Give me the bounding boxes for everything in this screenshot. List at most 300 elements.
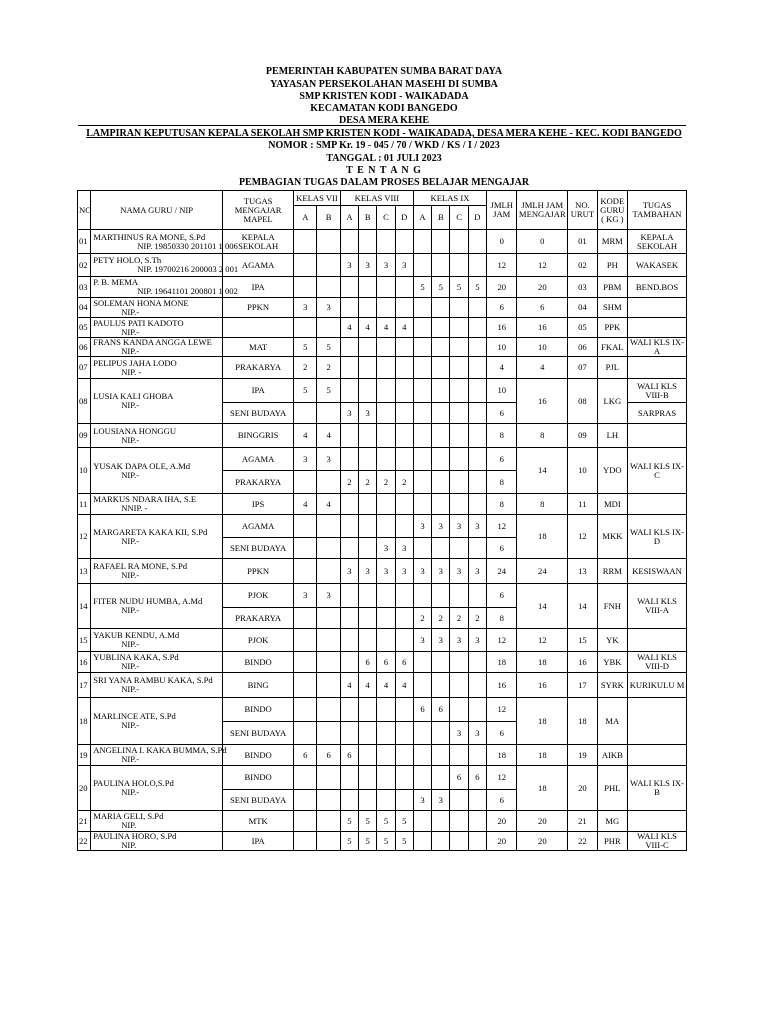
table-row [78, 673, 687, 698]
teacher-name: RAFAEL RA MONE, S.Pd [93, 561, 188, 571]
no-urut-cell: 04 [568, 298, 597, 318]
hours-cell-k9b [432, 338, 450, 357]
hours-cell-k8d [395, 403, 413, 424]
teacher-nip: NNIP. - [121, 503, 148, 513]
teacher-name: ANGELINA I. KAKA BUMMA, S.Pd [93, 745, 227, 755]
mapel-cell: SENI BUDAYA [223, 790, 294, 811]
mapel-cell: MAT [223, 338, 294, 357]
teacher-no: 15 [78, 629, 91, 652]
mapel-cell: AGAMA [223, 448, 294, 471]
table-row [78, 629, 687, 652]
hours-cell-k8a: 5 [340, 811, 358, 832]
table-row [78, 277, 687, 298]
teacher-name: FRANS KANDA ANGGA LEWE [93, 337, 212, 347]
teacher-cell [91, 254, 239, 277]
hours-cell-k7a: 3 [294, 298, 317, 318]
jmlh-jam-cell: 24 [487, 559, 517, 584]
hours-cell-k8c [377, 277, 395, 298]
teacher-cell [91, 766, 223, 811]
hours-cell-k8b [359, 230, 377, 254]
hours-cell-k8a: 4 [340, 318, 358, 338]
sub-vii-a: A [294, 206, 317, 230]
hours-cell-k8a [340, 494, 358, 515]
hours-cell-k9d [468, 254, 486, 277]
hours-cell-k7b [317, 538, 340, 559]
hours-cell-k9a [413, 298, 431, 318]
hours-cell-k8d [395, 494, 413, 515]
hours-cell-k9a: 3 [413, 629, 431, 652]
hours-cell-k9c [450, 298, 468, 318]
hours-cell-k7a [294, 652, 317, 673]
hours-cell-k9b [432, 298, 450, 318]
hours-cell-k8a [340, 277, 358, 298]
tugas-tambahan-cell: SARPRAS [628, 403, 687, 424]
teacher-no: 13 [78, 559, 91, 584]
hours-cell-k9a [413, 584, 431, 608]
jmlh-jam-cell: 0 [487, 230, 517, 254]
hours-cell-k9b [432, 652, 450, 673]
jmlh-mengajar-cell: 18 [517, 766, 568, 811]
mapel-cell: AGAMA [223, 515, 294, 538]
jmlh-mengajar-cell: 14 [517, 584, 568, 629]
jmlh-mengajar-cell: 20 [517, 277, 568, 298]
hours-cell-k8d: 4 [395, 673, 413, 698]
kode-guru-cell: LH [597, 424, 627, 448]
header-divider [78, 125, 686, 126]
hours-cell-k9d: 3 [468, 722, 486, 745]
col-kelas-ix: KELAS IX [413, 191, 486, 206]
hours-cell-k9a [413, 652, 431, 673]
jmlh-jam-cell: 20 [487, 277, 517, 298]
hours-cell-k9b [432, 811, 450, 832]
hours-cell-k7a: 2 [294, 357, 317, 379]
hours-cell-k8b [359, 790, 377, 811]
hours-cell-k8b [359, 629, 377, 652]
hours-cell-k7b [317, 811, 340, 832]
sub-viii-d: D [395, 206, 413, 230]
mapel-cell: PJOK [223, 629, 294, 652]
teacher-cell [91, 584, 223, 629]
teacher-nip: NIP. 19700216 200003 2 001 [137, 264, 239, 274]
teacher-name: MARKUS NDARA IHA, S.E [93, 494, 197, 504]
teacher-nip: NIP. [121, 840, 137, 850]
hours-cell-k7b [317, 790, 340, 811]
teacher-name: PELIPUS JAHA LODO [93, 357, 177, 368]
teacher-name: MARIA GELI, S.Pd [93, 811, 164, 821]
hours-cell-k9a [413, 673, 431, 698]
teacher-no: 17 [78, 673, 91, 698]
hours-cell-k9b: 5 [432, 277, 450, 298]
hours-cell-k8d: 2 [395, 471, 413, 494]
jmlh-mengajar-cell: 18 [517, 515, 568, 559]
kode-guru-cell: MG [597, 811, 627, 832]
hours-cell-k8b [359, 357, 377, 379]
tugas-tambahan-cell [628, 298, 687, 318]
jmlh-jam-cell: 8 [487, 424, 517, 448]
hours-cell-k8b: 5 [359, 811, 377, 832]
hours-cell-k9b [432, 471, 450, 494]
teacher-cell [91, 515, 223, 559]
hours-cell-k9b [432, 538, 450, 559]
hours-cell-k8b [359, 515, 377, 538]
hours-cell-k8a [340, 357, 358, 379]
teacher-no: 16 [78, 652, 91, 673]
jmlh-jam-cell: 6 [487, 448, 517, 471]
hours-cell-k9d [468, 318, 486, 338]
jmlh-mengajar-cell: 18 [517, 698, 568, 745]
hours-cell-k8b [359, 379, 377, 403]
hours-cell-k9a: 3 [413, 559, 431, 584]
hours-cell-k8b [359, 745, 377, 766]
hours-cell-k9a [413, 811, 431, 832]
hours-cell-k8c: 3 [377, 559, 395, 584]
mapel-cell: SENI BUDAYA [223, 722, 294, 745]
teacher-cell [91, 379, 223, 424]
mapel-cell: KEPALA SEKOLAH [223, 230, 294, 254]
no-urut-cell: 03 [568, 277, 597, 298]
teacher-nip: NIP.- [121, 434, 140, 445]
jmlh-jam-cell: 18 [487, 745, 517, 766]
hours-cell-k7b [317, 722, 340, 745]
no-urut-cell: 18 [568, 698, 597, 745]
teacher-cell [91, 811, 223, 832]
mapel-cell: BINDO [223, 698, 294, 722]
hours-cell-k8c [377, 745, 395, 766]
table-row [78, 584, 687, 608]
teacher-cell [91, 494, 223, 515]
hours-cell-k9a [413, 832, 431, 851]
hours-cell-k7b: 4 [317, 494, 340, 515]
teacher-nip: NIP. 19641101 200801 1 002 [137, 286, 238, 296]
teacher-cell [91, 318, 223, 338]
hours-cell-k9c: 3 [450, 722, 468, 745]
hours-cell-k9b [432, 448, 450, 471]
jmlh-jam-cell: 10 [487, 338, 517, 357]
teacher-name: YUBLINA KAKA, S.Pd [93, 652, 179, 662]
kode-guru-cell: YBK [597, 652, 627, 673]
hours-cell-k8c [377, 515, 395, 538]
jmlh-mengajar-cell: 0 [517, 230, 568, 254]
hours-cell-k8d: 3 [395, 538, 413, 559]
teacher-no: 01 [78, 230, 91, 254]
hours-cell-k8c [377, 722, 395, 745]
jmlh-mengajar-cell: 24 [517, 559, 568, 584]
hours-cell-k7a [294, 790, 317, 811]
mapel-cell: IPS [223, 494, 294, 515]
no-urut-cell: 06 [568, 338, 597, 357]
hours-cell-k7a: 6 [294, 745, 317, 766]
table-row [78, 379, 687, 403]
teacher-cell [91, 277, 238, 298]
hours-cell-k7a: 4 [294, 424, 317, 448]
jmlh-mengajar-cell: 12 [517, 254, 568, 277]
hours-cell-k9a: 5 [413, 277, 431, 298]
hours-cell-k8d [395, 584, 413, 608]
hours-cell-k8a [340, 298, 358, 318]
mapel-cell: MTK [223, 811, 294, 832]
teacher-nip: NIP.- [121, 754, 140, 764]
hours-cell-k8b: 6 [359, 652, 377, 673]
hours-cell-k7a [294, 277, 317, 298]
hours-cell-k9c: 2 [450, 608, 468, 629]
hours-cell-k8b: 4 [359, 318, 377, 338]
teacher-cell [91, 652, 223, 673]
jmlh-jam-cell: 10 [487, 379, 517, 403]
no-urut-cell: 01 [568, 230, 597, 254]
hours-cell-k9d [468, 832, 486, 851]
jmlh-jam-cell: 20 [487, 832, 517, 851]
hours-cell-k8b [359, 338, 377, 357]
col-no: NO [78, 191, 91, 230]
hours-cell-k8c [377, 698, 395, 722]
teacher-no: 14 [78, 584, 91, 629]
hours-cell-k8b [359, 766, 377, 790]
jmlh-jam-cell: 6 [487, 722, 517, 745]
teacher-no: 12 [78, 515, 91, 559]
col-kelas-viii: KELAS VIII [340, 191, 413, 206]
hours-cell-k9a [413, 357, 431, 379]
hours-cell-k8c [377, 448, 395, 471]
hours-cell-k9a [413, 254, 431, 277]
hours-cell-k7a [294, 832, 317, 851]
teacher-name: YUSAK DAPA OLE, A.Md [93, 460, 191, 471]
teacher-nip: NIP.- [121, 400, 140, 410]
hours-cell-k8a: 3 [340, 559, 358, 584]
hours-cell-k8b [359, 277, 377, 298]
no-urut-cell: 12 [568, 515, 597, 559]
col-jmlh-jam-mengajar: JMLH JAM MENGAJAR [517, 191, 568, 230]
teacher-cell [91, 338, 223, 357]
col-kode-guru: KODE GURU ( KG ) [597, 191, 627, 230]
hours-cell-k8a [340, 790, 358, 811]
hours-cell-k7b: 3 [317, 448, 340, 471]
hours-cell-k7a [294, 318, 317, 338]
jmlh-jam-cell: 12 [487, 766, 517, 790]
mapel-cell: SENI BUDAYA [223, 403, 294, 424]
hours-cell-k9d: 3 [468, 559, 486, 584]
jmlh-jam-cell: 8 [487, 608, 517, 629]
hours-cell-k9d [468, 673, 486, 698]
hours-cell-k7a [294, 230, 317, 254]
teacher-no: 20 [78, 766, 91, 811]
hours-cell-k9d [468, 298, 486, 318]
teacher-nip: NIP.- [121, 570, 140, 580]
jmlh-mengajar-cell: 20 [517, 832, 568, 851]
hours-cell-k8d: 5 [395, 832, 413, 851]
mapel-cell: IPA [223, 832, 294, 851]
hours-cell-k8c [377, 379, 395, 403]
hours-cell-k8a [340, 448, 358, 471]
jmlh-mengajar-cell: 16 [517, 318, 568, 338]
kode-guru-cell: YDO [597, 448, 627, 494]
jmlh-jam-cell: 16 [487, 318, 517, 338]
teacher-name: MARLINCE ATE, S.Pd [93, 711, 176, 721]
hours-cell-k8d [395, 515, 413, 538]
hours-cell-k8b: 5 [359, 832, 377, 851]
hours-cell-k7b [317, 254, 340, 277]
teacher-no: 19 [78, 745, 91, 766]
teacher-name: SOLEMAN HONA MONE [93, 297, 189, 308]
hours-cell-k9d [468, 471, 486, 494]
hours-cell-k7b [317, 471, 340, 494]
hours-cell-k9b: 3 [432, 790, 450, 811]
hours-cell-k9b [432, 230, 450, 254]
jmlh-jam-cell: 4 [487, 357, 517, 379]
hours-cell-k8c [377, 629, 395, 652]
hours-cell-k9a [413, 494, 431, 515]
hours-cell-k8b [359, 698, 377, 722]
teacher-name: P. B. MEMA [93, 277, 139, 287]
kode-guru-cell: PPK [597, 318, 627, 338]
teacher-no: 07 [78, 357, 91, 379]
teacher-nip: NIP.- [121, 787, 140, 797]
hours-cell-k8a [340, 538, 358, 559]
hours-cell-k8c: 4 [377, 673, 395, 698]
hours-cell-k8d: 3 [395, 559, 413, 584]
no-urut-cell: 14 [568, 584, 597, 629]
kode-guru-cell: MKK [597, 515, 627, 559]
hours-cell-k8d [395, 698, 413, 722]
hours-cell-k9c: 5 [450, 277, 468, 298]
hours-cell-k9d [468, 698, 486, 722]
teacher-name: MARTHINUS RA MONE, S.Pd [93, 231, 206, 242]
hours-cell-k8c: 3 [377, 538, 395, 559]
hours-cell-k9c [450, 403, 468, 424]
hours-cell-k9a [413, 379, 431, 403]
hours-cell-k8c [377, 403, 395, 424]
header-line-5: DESA MERA KEHE [338, 115, 430, 126]
kode-guru-cell: PHR [597, 832, 627, 851]
teacher-name: LUSIA KALI GHOBA [93, 391, 174, 401]
hours-cell-k8c [377, 298, 395, 318]
hours-cell-k8c [377, 766, 395, 790]
hours-cell-k8d [395, 424, 413, 448]
hours-cell-k8b: 3 [359, 559, 377, 584]
hours-cell-k7b: 3 [317, 584, 340, 608]
kode-guru-cell: MDI [597, 494, 627, 515]
table-row [78, 698, 687, 722]
jmlh-jam-cell: 12 [487, 515, 517, 538]
hours-cell-k9b [432, 673, 450, 698]
jmlh-jam-cell: 6 [487, 298, 517, 318]
hours-cell-k9d [468, 494, 486, 515]
jmlh-jam-cell: 6 [487, 790, 517, 811]
header-line-2: YAYASAN PERSEKOLAHAN MASEHI DI SUMBA [270, 79, 498, 90]
mapel-cell: BINGGRIS [223, 424, 294, 448]
hours-cell-k9b [432, 832, 450, 851]
hours-cell-k9c [450, 254, 468, 277]
hours-cell-k7a [294, 538, 317, 559]
hours-cell-k9a: 3 [413, 515, 431, 538]
table-row [78, 254, 687, 277]
mapel-cell: BINDO [223, 652, 294, 673]
table-row [78, 448, 687, 471]
hours-cell-k7a [294, 629, 317, 652]
hours-cell-k8b [359, 722, 377, 745]
jmlh-mengajar-cell: 8 [517, 494, 568, 515]
kode-guru-cell: AIKB [597, 745, 627, 766]
hours-cell-k8b [359, 538, 377, 559]
hours-cell-k9b: 3 [432, 515, 450, 538]
hours-cell-k8d [395, 379, 413, 403]
mapel-cell: PPKN [223, 559, 294, 584]
teacher-no: 10 [78, 448, 91, 494]
hours-cell-k9d [468, 538, 486, 559]
mapel-cell: AGAMA [223, 254, 294, 277]
teacher-cell [91, 448, 223, 494]
mapel-cell: PRAKARYA [223, 608, 294, 629]
hours-cell-k9b [432, 318, 450, 338]
hours-cell-k9c [450, 811, 468, 832]
table-row [78, 494, 687, 515]
hours-cell-k8a: 5 [340, 832, 358, 851]
hours-cell-k7b: 5 [317, 338, 340, 357]
hours-cell-k7b [317, 608, 340, 629]
kode-guru-cell: YK [597, 629, 627, 652]
hours-cell-k9d [468, 403, 486, 424]
hours-cell-k8b [359, 494, 377, 515]
jmlh-jam-cell: 12 [487, 254, 517, 277]
kode-guru-cell: PJL [597, 357, 627, 379]
teacher-nip: NIP.- [121, 605, 140, 615]
hours-cell-k9d [468, 652, 486, 673]
hours-cell-k7a: 4 [294, 494, 317, 515]
hours-cell-k8d [395, 629, 413, 652]
tugas-tambahan-cell [628, 745, 687, 766]
tugas-tambahan-cell: WALI KLS VIII-C [628, 832, 687, 851]
kode-guru-cell: LKG [597, 379, 627, 424]
jmlh-mengajar-cell: 10 [517, 338, 568, 357]
teacher-cell [91, 357, 223, 379]
no-urut-cell: 08 [568, 379, 597, 424]
mapel-cell: PPKN [223, 298, 294, 318]
hours-cell-k9a [413, 230, 431, 254]
mapel-cell: BING [223, 673, 294, 698]
tugas-tambahan-cell [628, 629, 687, 652]
hours-cell-k7b [317, 515, 340, 538]
hours-cell-k7a: 5 [294, 338, 317, 357]
hours-cell-k8c [377, 584, 395, 608]
tugas-tambahan-cell [628, 811, 687, 832]
hours-cell-k8c [377, 790, 395, 811]
hours-cell-k7a [294, 673, 317, 698]
col-nama: NAMA GURU / NIP [91, 191, 223, 230]
table-row [78, 298, 687, 318]
hours-cell-k7b: 6 [317, 745, 340, 766]
hours-cell-k7b [317, 230, 340, 254]
hours-cell-k7a [294, 403, 317, 424]
hours-cell-k8c [377, 424, 395, 448]
hours-cell-k8b [359, 298, 377, 318]
no-urut-cell: 16 [568, 652, 597, 673]
hours-cell-k7a [294, 698, 317, 722]
hours-cell-k8c: 3 [377, 254, 395, 277]
tugas-tambahan-cell: KEPALA SEKOLAH [628, 230, 687, 254]
no-urut-cell: 21 [568, 811, 597, 832]
no-urut-cell: 10 [568, 448, 597, 494]
jmlh-mengajar-cell: 16 [517, 379, 568, 424]
hours-cell-k7a [294, 722, 317, 745]
teacher-name: PAULINA HORO, S.Pd [93, 831, 177, 841]
header-line-4: KECAMATAN KODI BANGEDO [310, 103, 458, 114]
jmlh-jam-cell: 6 [487, 584, 517, 608]
kode-guru-cell: PBM [597, 277, 627, 298]
sub-ix-c: C [450, 206, 468, 230]
hours-cell-k9c [450, 790, 468, 811]
jmlh-mengajar-cell: 8 [517, 424, 568, 448]
jmlh-jam-cell: 8 [487, 471, 517, 494]
hours-cell-k9c [450, 832, 468, 851]
